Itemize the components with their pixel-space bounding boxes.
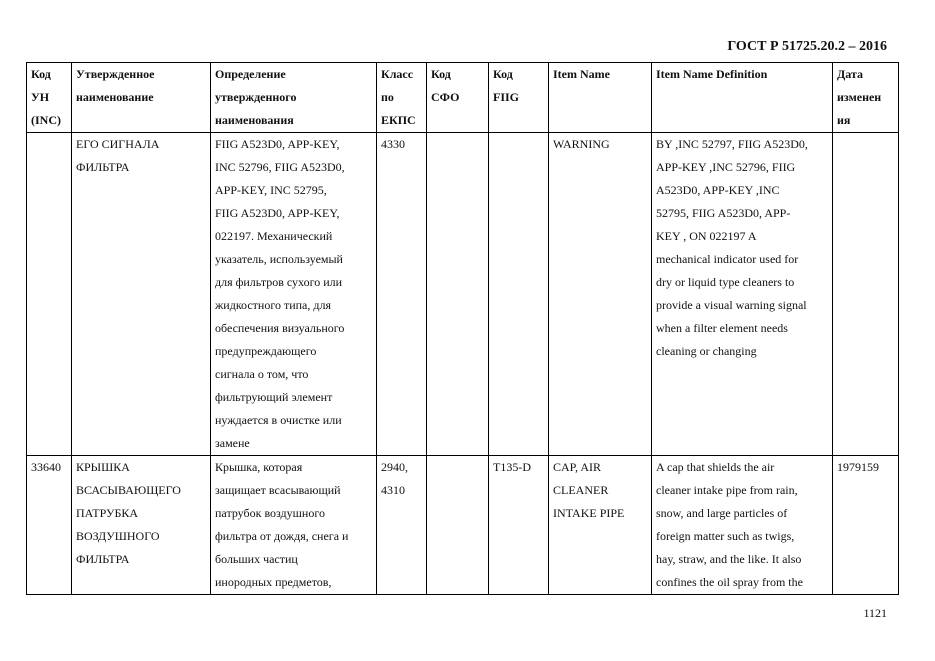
cell-text-line: 2940, xyxy=(381,460,408,474)
cell-text-line: предупреждающего xyxy=(215,344,317,358)
cell-text-line: when a filter element needs xyxy=(656,321,788,335)
cell-text-line: 52795, FIIG A523D0, APP- xyxy=(656,206,791,220)
column-header-line: Определение xyxy=(215,67,286,81)
cell-text-line: указатель, используемый xyxy=(215,252,343,266)
column-header-line: Класс xyxy=(381,67,414,81)
cell-text-line: фильтрующий элемент xyxy=(215,390,333,404)
column-header-change-date xyxy=(833,63,899,133)
table-cell-fiig-code xyxy=(489,133,549,456)
table-row xyxy=(27,133,899,456)
column-header-ekps-class xyxy=(377,63,427,133)
table-row xyxy=(27,456,899,595)
cell-text-line: сигнала о том, что xyxy=(215,367,309,381)
cell-text-line: ФИЛЬТРА xyxy=(76,552,130,566)
cell-text-line: защищает всасывающий xyxy=(215,483,341,497)
document-standard-header: ГОСТ Р 51725.20.2 – 2016 xyxy=(727,39,887,54)
cell-text-line: dry or liquid type cleaners to xyxy=(656,275,795,289)
column-header-name-definition-ru xyxy=(211,63,377,133)
cell-text-line: WARNING xyxy=(553,137,610,151)
column-header-line: УН xyxy=(31,90,50,104)
column-header-line: Утвержденное xyxy=(76,67,155,81)
column-header-code-inc xyxy=(27,63,72,133)
column-header-fiig-code xyxy=(489,63,549,133)
cell-text-line: 33640 xyxy=(31,460,61,474)
cell-text-line: 4330 xyxy=(381,137,405,151)
table-cell-change-date xyxy=(833,133,899,456)
cell-text-line: ПАТРУБКА xyxy=(76,506,139,520)
cell-text-line: замене xyxy=(215,436,250,450)
cell-text-line: патрубок воздушного xyxy=(215,506,325,520)
cell-text-line: FIIG A523D0, APP-KEY, xyxy=(215,206,340,220)
cell-text-line: ВОЗДУШНОГО xyxy=(76,529,160,543)
column-header-line: СФО xyxy=(431,90,460,104)
column-header-line: по xyxy=(381,90,394,104)
column-header-line: утвержденного xyxy=(215,90,297,104)
cell-text-line: CAP, AIR xyxy=(553,460,602,474)
cell-text-line: 4310 xyxy=(381,483,405,497)
cell-text-line: инородных предметов, xyxy=(215,575,332,589)
cell-text-line: для фильтров сухого или xyxy=(215,275,343,289)
cell-text-line: INC 52796, FIIG A523D0, xyxy=(215,160,345,174)
cell-text-line: APP-KEY ,INC 52796, FIIG xyxy=(656,160,796,174)
table-cell-ekps-class xyxy=(377,456,427,595)
column-header-line: Код xyxy=(31,67,51,81)
cell-text-line: фильтра от дождя, снега и xyxy=(215,529,349,543)
table-cell-code-inc xyxy=(27,456,72,595)
cell-text-line: KEY , ON 022197 A xyxy=(656,229,757,243)
cell-text-line: cleaner intake pipe from rain, xyxy=(656,483,798,497)
cell-text-line: foreign matter such as twigs, xyxy=(656,529,795,543)
table-cell-name-definition-ru xyxy=(211,133,377,456)
column-header-line: Код xyxy=(493,67,513,81)
cell-text-line: ЕГО СИГНАЛА xyxy=(76,137,160,151)
cell-text-line: Крышка, которая xyxy=(215,460,303,474)
cell-text-line: обеспечения визуального xyxy=(215,321,345,335)
cell-text-line: FIIG A523D0, APP-KEY, xyxy=(215,137,340,151)
cell-text-line: cleaning or changing xyxy=(656,344,757,358)
table-cell-ekps-class xyxy=(377,133,427,456)
cell-text-line: нуждается в очистке или xyxy=(215,413,342,427)
table-cell-sfo-code xyxy=(427,456,489,595)
table-cell-item-name-definition xyxy=(652,456,833,595)
table-cell-item-name-definition xyxy=(652,133,833,456)
cell-text-line: T135-D xyxy=(493,460,531,474)
cell-text-line: snow, and large particles of xyxy=(656,506,788,520)
cell-text-line: 022197. Механический xyxy=(215,229,333,243)
cell-text-line: INTAKE PIPE xyxy=(553,506,625,520)
cell-text-line: больших частиц xyxy=(215,552,298,566)
column-header-line: Item Name xyxy=(553,67,610,81)
cell-text-line: hay, straw, and the like. It also xyxy=(656,552,802,566)
catalog-table xyxy=(26,62,899,595)
column-header-line: (INC) xyxy=(31,113,61,127)
cell-text-line: A cap that shields the air xyxy=(656,460,775,474)
table-cell-code-inc xyxy=(27,133,72,456)
table-cell-change-date xyxy=(833,456,899,595)
table-cell-item-name xyxy=(549,133,652,456)
cell-text-line: A523D0, APP-KEY ,INC xyxy=(656,183,780,197)
table-header-row xyxy=(27,63,899,133)
table-body xyxy=(27,133,899,595)
cell-text-line: ВСАСЫВАЮЩЕГО xyxy=(76,483,181,497)
table-cell-sfo-code xyxy=(427,133,489,456)
table-cell-approved-name xyxy=(72,456,211,595)
cell-text-line: provide a visual warning signal xyxy=(656,298,807,312)
table-cell-name-definition-ru xyxy=(211,456,377,595)
cell-text-line: BY ,INC 52797, FIIG A523D0, xyxy=(656,137,808,151)
table-cell-approved-name xyxy=(72,133,211,456)
column-header-line: наименования xyxy=(215,113,294,127)
page-number: 1121 xyxy=(863,606,887,620)
cell-text-line: 1979159 xyxy=(837,460,879,474)
cell-text-line: ФИЛЬТРА xyxy=(76,160,130,174)
cell-text-line: confines the oil spray from the xyxy=(656,575,803,589)
column-header-item-name-definition xyxy=(652,63,833,133)
table-cell-fiig-code xyxy=(489,456,549,595)
cell-text-line: жидкостного типа, для xyxy=(215,298,331,312)
column-header-line: Item Name Definition xyxy=(656,67,768,81)
column-header-line: ЕКПС xyxy=(381,113,416,127)
column-header-line: Дата xyxy=(837,67,863,81)
cell-text-line: CLEANER xyxy=(553,483,609,497)
cell-text-line: КРЫШКА xyxy=(76,460,130,474)
column-header-sfo-code xyxy=(427,63,489,133)
cell-text-line: APP-KEY, INC 52795, xyxy=(215,183,327,197)
column-header-approved-name xyxy=(72,63,211,133)
column-header-line: наименование xyxy=(76,90,154,104)
column-header-line: ия xyxy=(837,113,851,127)
column-header-line: изменен xyxy=(837,90,882,104)
column-header-line: Код xyxy=(431,67,451,81)
column-header-item-name xyxy=(549,63,652,133)
table-cell-item-name xyxy=(549,456,652,595)
column-header-line: FIIG xyxy=(493,90,520,104)
cell-text-line: mechanical indicator used for xyxy=(656,252,799,266)
